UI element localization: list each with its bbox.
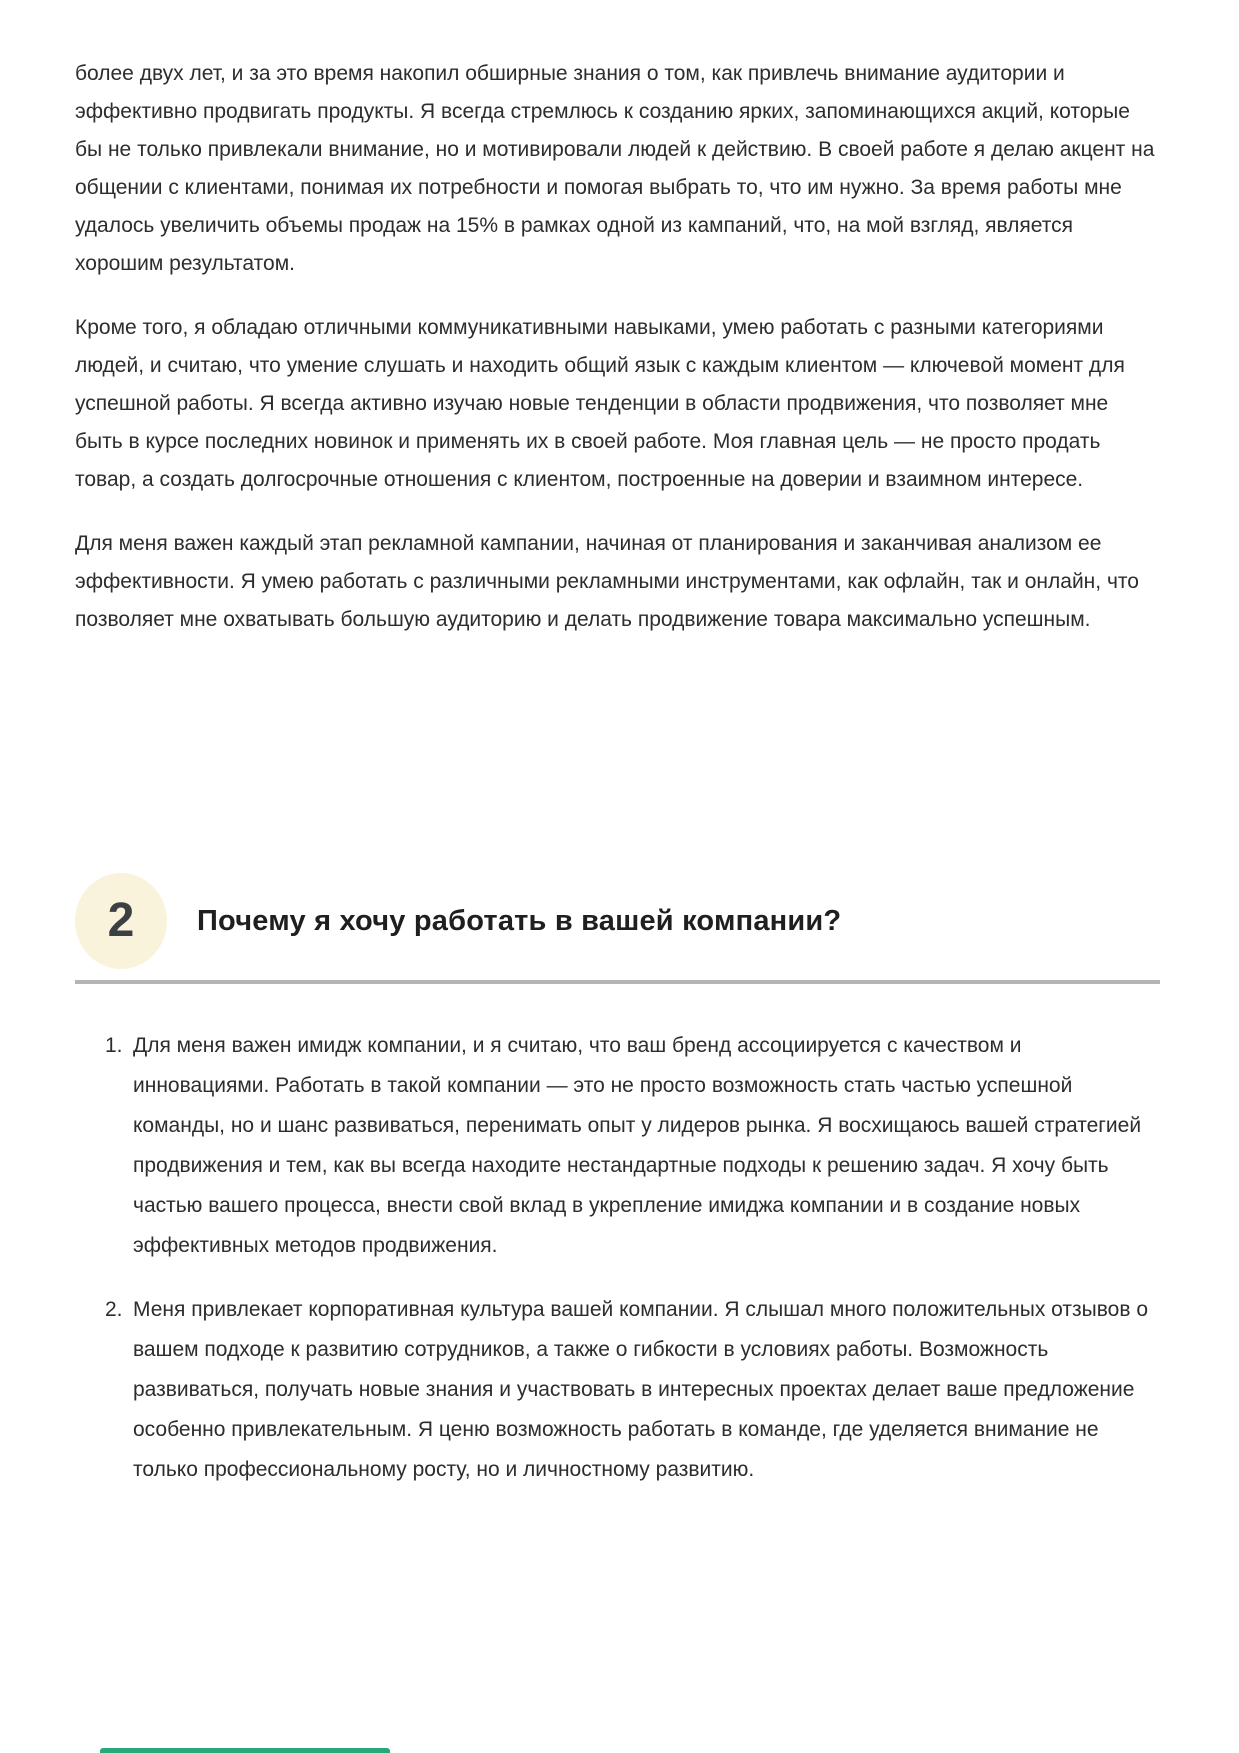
paragraph-experience: более двух лет, и за это время накопил обширные знания о том, как привлечь внимание аудитории и эффективно продвигать продукты. Я всегда стремлюсь к созданию ярких, запоминающихся акций, которые бы не только привлекали внимание, но и мотивировали людей к действию. В своей работе я делаю акцент на общении с клиентами, понимая их потребности и помогая выбрать то, что им нужно. За время работы мне удалось увеличить объемы продаж на 15% в рамках одной из кампаний, что, на мой взгляд, является хорошим результатом. (75, 62, 1155, 275)
reasons-list (75, 1026, 1160, 1490)
list-item-number: 1. (105, 1034, 123, 1057)
list-item-number: 2. (105, 1298, 123, 1321)
page-gap (75, 665, 1160, 873)
list-item-text: Меня привлекает корпоративная культура вашей компании. Я слышал много положительных отзывов о вашем подходе к развитию сотрудников, а также о гибкости в условиях работы. Возможность развиваться, получать новые знания и участвовать в интересных проектах делает ваше предложение особенно привлекательным. Я ценю возможность работать в команде, где уделяется внимание не только профессиональному росту, но и личностному развитию. (133, 1298, 1149, 1481)
intro-paragraphs (75, 55, 1160, 639)
section-title: Почему я хочу работать в вашей компании? (197, 904, 842, 937)
list-item (105, 1026, 1160, 1266)
section-number: 2 (107, 894, 135, 947)
list-item-text: Для меня важен имидж компании, и я считаю, что ваш бренд ассоциируется с качеством и инновациями. Работать в такой компании — это не просто возможность стать частью успешной команды, но и шанс развиваться, перенимать опыт у лидеров рынка. Я восхищаюсь вашей стратегией продвижения и тем, как вы всегда находите нестандартные подходы к решению задач. Я хочу быть частью вашего процесса, внести свой вклад в укрепление имиджа компании и в создание новых эффективных методов продвижения. (133, 1034, 1142, 1257)
section-header (75, 873, 1160, 969)
paragraph-campaign-stages: Для меня важен каждый этап рекламной кампании, начиная от планирования и заканчивая анализом ее эффективности. Я умею работать с различными рекламными инструментами, как офлайн, так и онлайн, что позволяет мне охватывать большую аудиторию и делать продвижение товара максимально успешным. (75, 532, 1139, 631)
list-item (105, 1290, 1160, 1490)
paragraph-communication: Кроме того, я обладаю отличными коммуникативными навыками, умею работать с разными категориями людей, и считаю, что умение слушать и находить общий язык с каждым клиентом — ключевой момент для успешной работы. Я всегда активно изучаю новые тенденции в области продвижения, что позволяет мне быть в курсе последних новинок и применять их в своей работе. Моя главная цель — не просто продать товар, а создать долгосрочные отношения с клиентом, построенные на доверии и взаимном интересе. (75, 316, 1125, 491)
section-number-badge (75, 873, 167, 969)
accent-bar (100, 1748, 390, 1753)
section-divider (75, 980, 1160, 984)
